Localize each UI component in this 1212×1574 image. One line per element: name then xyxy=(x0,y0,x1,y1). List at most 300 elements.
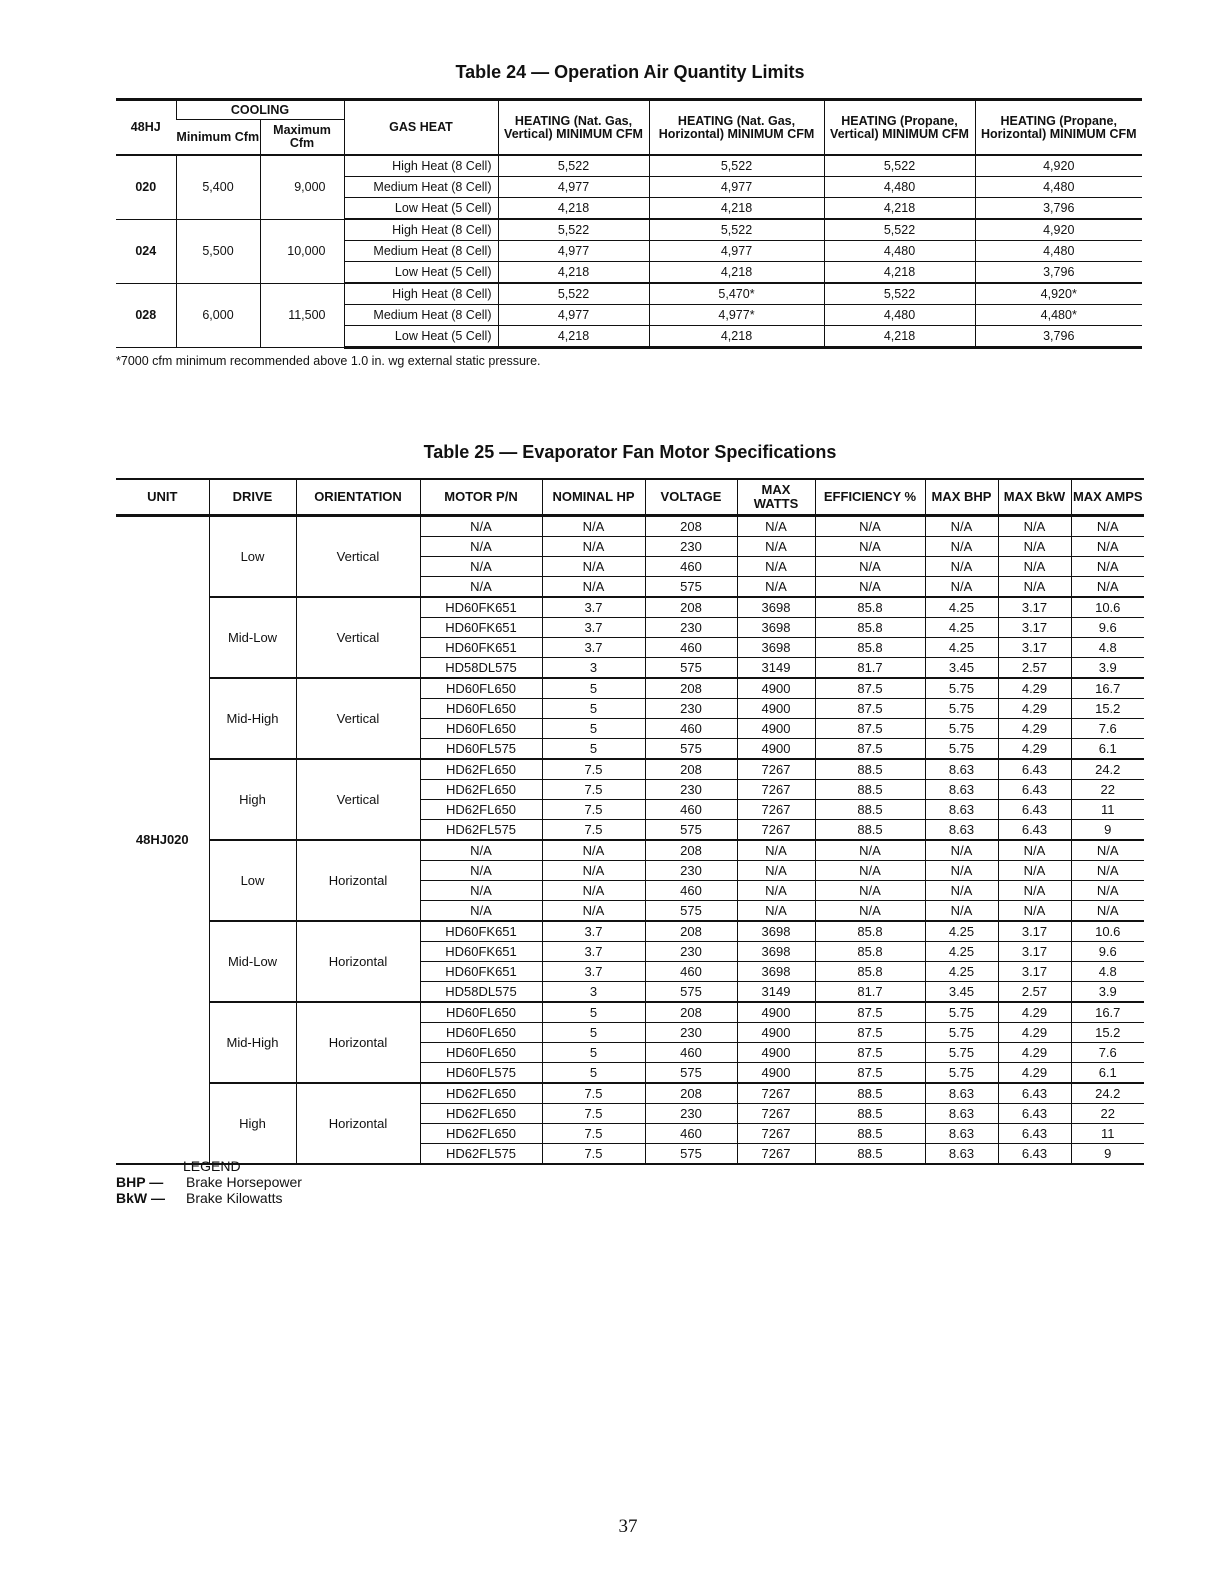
spec-cell: 4.29 xyxy=(998,699,1071,719)
spec-cell: 4900 xyxy=(737,699,815,719)
cooling-min-cell: 5,400 xyxy=(176,155,260,219)
spec-cell: N/A xyxy=(1071,861,1144,881)
spec-cell: HD62FL650 xyxy=(420,800,542,820)
spec-cell: 88.5 xyxy=(815,1144,925,1165)
spec-cell: 3.9 xyxy=(1071,982,1144,1003)
drive-cell: Mid-Low xyxy=(209,597,296,678)
spec-cell: 85.8 xyxy=(815,942,925,962)
drive-cell: Low xyxy=(209,840,296,921)
unit-cell: 028 xyxy=(116,283,176,348)
spec-cell: 5 xyxy=(542,699,645,719)
spec-cell: 3.7 xyxy=(542,962,645,982)
spec-cell: 575 xyxy=(645,901,737,922)
spec-cell: 8.63 xyxy=(925,800,998,820)
heating-cfm-cell: 4,218 xyxy=(498,198,649,220)
heating-cfm-cell: 5,522 xyxy=(498,283,649,305)
heating-cfm-cell: 3,796 xyxy=(975,326,1142,348)
heating-cfm-cell: 4,218 xyxy=(649,326,824,348)
cooling-min-header: Minimum Cfm xyxy=(176,120,260,156)
column-header: MAX BkW xyxy=(998,479,1071,516)
spec-cell: N/A xyxy=(815,516,925,537)
column-header: MOTOR P/N xyxy=(420,479,542,516)
gas-heat-cell: Low Heat (5 Cell) xyxy=(344,198,498,220)
spec-cell: 4900 xyxy=(737,719,815,739)
spec-cell: 5.75 xyxy=(925,699,998,719)
evaporator-fan-motor-table xyxy=(116,478,1144,1165)
spec-cell: 15.2 xyxy=(1071,699,1144,719)
table-row xyxy=(116,759,1144,780)
table-row xyxy=(116,921,1144,942)
spec-cell: N/A xyxy=(542,881,645,901)
spec-cell: 87.5 xyxy=(815,1002,925,1023)
spec-cell: N/A xyxy=(925,516,998,537)
spec-cell: 87.5 xyxy=(815,1043,925,1063)
spec-cell: 9.6 xyxy=(1071,618,1144,638)
cooling-max-header: Maximum Cfm xyxy=(260,120,344,156)
heating-cfm-cell: 5,522 xyxy=(498,219,649,241)
spec-cell: 3698 xyxy=(737,962,815,982)
heating-natgas-horizontal-header: HEATING (Nat. Gas, Horizontal) MINIMUM CFM xyxy=(649,100,824,156)
heating-cfm-cell: 4,920 xyxy=(975,155,1142,177)
spec-cell: 8.63 xyxy=(925,1124,998,1144)
legend-text: Brake Kilowatts xyxy=(186,1190,283,1206)
heating-cfm-cell: 4,218 xyxy=(498,326,649,348)
spec-cell: N/A xyxy=(420,901,542,922)
spec-cell: 4.29 xyxy=(998,1063,1071,1084)
spec-cell: N/A xyxy=(420,537,542,557)
spec-cell: 7267 xyxy=(737,1083,815,1104)
spec-cell: 3149 xyxy=(737,658,815,679)
spec-cell: 208 xyxy=(645,516,737,537)
spec-cell: 575 xyxy=(645,982,737,1003)
drive-cell: Mid-High xyxy=(209,678,296,759)
spec-cell: 208 xyxy=(645,597,737,618)
spec-cell: 6.43 xyxy=(998,759,1071,780)
spec-cell: N/A xyxy=(815,861,925,881)
spec-cell: 460 xyxy=(645,638,737,658)
spec-cell: 3.7 xyxy=(542,921,645,942)
legend xyxy=(116,1158,302,1206)
spec-cell: 460 xyxy=(645,962,737,982)
spec-cell: 575 xyxy=(645,820,737,841)
spec-cell: 7.5 xyxy=(542,1144,645,1165)
orientation-cell: Vertical xyxy=(296,516,420,598)
table-row xyxy=(116,597,1144,618)
spec-cell: 575 xyxy=(645,1144,737,1165)
spec-cell: 4.29 xyxy=(998,1002,1071,1023)
spec-cell: 230 xyxy=(645,618,737,638)
legend-item xyxy=(116,1174,302,1190)
spec-cell: 4900 xyxy=(737,1043,815,1063)
spec-cell: 3.7 xyxy=(542,638,645,658)
spec-cell: HD62FL650 xyxy=(420,1083,542,1104)
spec-cell: 4.29 xyxy=(998,1023,1071,1043)
heating-natgas-vertical-header: HEATING (Nat. Gas, Vertical) MINIMUM CFM xyxy=(498,100,649,156)
spec-cell: 460 xyxy=(645,1043,737,1063)
spec-cell: 3.45 xyxy=(925,658,998,679)
spec-cell: 5 xyxy=(542,1043,645,1063)
spec-cell: N/A xyxy=(542,861,645,881)
spec-cell: 4900 xyxy=(737,1063,815,1084)
gas-heat-cell: Low Heat (5 Cell) xyxy=(344,262,498,284)
spec-cell: 3.17 xyxy=(998,942,1071,962)
unit-header: 48HJ xyxy=(116,100,176,156)
spec-cell: N/A xyxy=(998,577,1071,598)
spec-cell: 5 xyxy=(542,1063,645,1084)
cooling-min-cell: 6,000 xyxy=(176,283,260,348)
spec-cell: 87.5 xyxy=(815,678,925,699)
spec-cell: 7.5 xyxy=(542,800,645,820)
spec-cell: N/A xyxy=(542,840,645,861)
column-header: EFFICIENCY % xyxy=(815,479,925,516)
spec-cell: 85.8 xyxy=(815,618,925,638)
spec-cell: 4.29 xyxy=(998,739,1071,760)
spec-cell: 3.7 xyxy=(542,618,645,638)
spec-cell: 3698 xyxy=(737,942,815,962)
gas-heat-cell: Low Heat (5 Cell) xyxy=(344,326,498,348)
table-row xyxy=(116,1083,1144,1104)
cooling-header: COOLING xyxy=(176,100,344,120)
spec-cell: 4.8 xyxy=(1071,962,1144,982)
spec-cell: 230 xyxy=(645,942,737,962)
spec-cell: N/A xyxy=(737,516,815,537)
spec-cell: 22 xyxy=(1071,780,1144,800)
legend-abbr: BkW — xyxy=(116,1190,166,1206)
table24-footnote: *7000 cfm minimum recommended above 1.0 in. wg external static pressure. xyxy=(116,354,541,368)
drive-cell: Mid-High xyxy=(209,1002,296,1083)
spec-cell: N/A xyxy=(925,881,998,901)
spec-cell: 3 xyxy=(542,982,645,1003)
spec-cell: N/A xyxy=(420,881,542,901)
spec-cell: 6.1 xyxy=(1071,739,1144,760)
spec-cell: N/A xyxy=(998,516,1071,537)
spec-cell: 5.75 xyxy=(925,719,998,739)
column-header: NOMINAL HP xyxy=(542,479,645,516)
spec-cell: HD60FK651 xyxy=(420,638,542,658)
spec-cell: 4900 xyxy=(737,1002,815,1023)
spec-cell: 88.5 xyxy=(815,780,925,800)
gas-heat-cell: High Heat (8 Cell) xyxy=(344,219,498,241)
table-row xyxy=(116,219,1142,241)
gas-heat-cell: Medium Heat (8 Cell) xyxy=(344,177,498,198)
spec-cell: 22 xyxy=(1071,1104,1144,1124)
spec-cell: 24.2 xyxy=(1071,759,1144,780)
heating-cfm-cell: 4,480 xyxy=(975,241,1142,262)
heating-cfm-cell: 4,218 xyxy=(649,262,824,284)
column-header: UNIT xyxy=(116,479,209,516)
column-header: VOLTAGE xyxy=(645,479,737,516)
table-row xyxy=(116,283,1142,305)
heating-cfm-cell: 4,920* xyxy=(975,283,1142,305)
spec-cell: 230 xyxy=(645,699,737,719)
spec-cell: 81.7 xyxy=(815,658,925,679)
spec-cell: N/A xyxy=(1071,901,1144,922)
spec-cell: 3.7 xyxy=(542,942,645,962)
unit-cell: 024 xyxy=(116,219,176,283)
spec-cell: 208 xyxy=(645,678,737,699)
cooling-max-cell: 11,500 xyxy=(260,283,344,348)
spec-cell: 3698 xyxy=(737,597,815,618)
spec-cell: HD60FL575 xyxy=(420,1063,542,1084)
heating-cfm-cell: 5,522 xyxy=(824,283,975,305)
spec-cell: 7267 xyxy=(737,1124,815,1144)
spec-cell: 4.25 xyxy=(925,597,998,618)
spec-cell: N/A xyxy=(542,577,645,598)
spec-cell: 3.17 xyxy=(998,638,1071,658)
spec-cell: 88.5 xyxy=(815,1083,925,1104)
gas-heat-cell: Medium Heat (8 Cell) xyxy=(344,305,498,326)
spec-cell: N/A xyxy=(815,901,925,922)
spec-cell: 8.63 xyxy=(925,780,998,800)
spec-cell: 81.7 xyxy=(815,982,925,1003)
spec-cell: HD62FL650 xyxy=(420,1104,542,1124)
spec-cell: 4.25 xyxy=(925,962,998,982)
spec-cell: 9 xyxy=(1071,1144,1144,1165)
spec-cell: HD60FL650 xyxy=(420,699,542,719)
spec-cell: 230 xyxy=(645,780,737,800)
spec-cell: 7267 xyxy=(737,800,815,820)
drive-cell: Low xyxy=(209,516,296,598)
spec-cell: 208 xyxy=(645,921,737,942)
spec-cell: 8.63 xyxy=(925,1104,998,1124)
spec-cell: N/A xyxy=(420,516,542,537)
spec-cell: 15.2 xyxy=(1071,1023,1144,1043)
heating-cfm-cell: 4,218 xyxy=(649,198,824,220)
spec-cell: 7.5 xyxy=(542,780,645,800)
spec-cell: 3698 xyxy=(737,921,815,942)
table-row xyxy=(116,516,1144,537)
spec-cell: 208 xyxy=(645,1002,737,1023)
spec-cell: N/A xyxy=(737,557,815,577)
spec-cell: 6.43 xyxy=(998,1144,1071,1165)
spec-cell: HD60FL650 xyxy=(420,719,542,739)
heating-cfm-cell: 5,522 xyxy=(649,155,824,177)
heating-cfm-cell: 4,977 xyxy=(649,177,824,198)
spec-cell: HD60FL650 xyxy=(420,1002,542,1023)
column-header: MAX AMPS xyxy=(1071,479,1144,516)
heating-cfm-cell: 5,470* xyxy=(649,283,824,305)
spec-cell: 7.5 xyxy=(542,820,645,841)
spec-cell: 88.5 xyxy=(815,820,925,841)
spec-cell: N/A xyxy=(737,861,815,881)
spec-cell: 4900 xyxy=(737,739,815,760)
spec-cell: HD60FL650 xyxy=(420,678,542,699)
spec-cell: HD60FL650 xyxy=(420,1043,542,1063)
spec-cell: N/A xyxy=(925,840,998,861)
spec-cell: 4.29 xyxy=(998,719,1071,739)
unit-cell: 48HJ020 xyxy=(116,516,209,1165)
air-quantity-limits-table xyxy=(116,98,1142,349)
spec-cell: 5 xyxy=(542,678,645,699)
spec-cell: N/A xyxy=(1071,516,1144,537)
heating-cfm-cell: 4,977 xyxy=(649,241,824,262)
spec-cell: 3.45 xyxy=(925,982,998,1003)
spec-cell: 7267 xyxy=(737,820,815,841)
spec-cell: HD58DL575 xyxy=(420,658,542,679)
spec-cell: N/A xyxy=(815,840,925,861)
spec-cell: HD58DL575 xyxy=(420,982,542,1003)
spec-cell: 10.6 xyxy=(1071,921,1144,942)
spec-cell: 7.5 xyxy=(542,1104,645,1124)
spec-cell: 460 xyxy=(645,800,737,820)
spec-cell: N/A xyxy=(542,557,645,577)
orientation-cell: Horizontal xyxy=(296,921,420,1002)
orientation-cell: Vertical xyxy=(296,678,420,759)
spec-cell: 460 xyxy=(645,719,737,739)
spec-cell: 88.5 xyxy=(815,1124,925,1144)
spec-cell: 3.17 xyxy=(998,597,1071,618)
table-row xyxy=(116,840,1144,861)
spec-cell: 4.25 xyxy=(925,638,998,658)
legend-text: Brake Horsepower xyxy=(186,1174,302,1190)
heating-cfm-cell: 4,977 xyxy=(498,241,649,262)
table24-title: Table 24 — Operation Air Quantity Limits xyxy=(455,62,805,82)
spec-cell: N/A xyxy=(737,537,815,557)
spec-cell: 460 xyxy=(645,557,737,577)
spec-cell: 7267 xyxy=(737,759,815,780)
spec-cell: 5 xyxy=(542,1023,645,1043)
spec-cell: 7.6 xyxy=(1071,1043,1144,1063)
spec-cell: 7267 xyxy=(737,780,815,800)
spec-cell: 87.5 xyxy=(815,699,925,719)
orientation-cell: Vertical xyxy=(296,759,420,840)
spec-cell: N/A xyxy=(925,577,998,598)
spec-cell: 87.5 xyxy=(815,1023,925,1043)
spec-cell: N/A xyxy=(737,881,815,901)
spec-cell: 87.5 xyxy=(815,1063,925,1084)
spec-cell: 87.5 xyxy=(815,719,925,739)
spec-cell: N/A xyxy=(1071,577,1144,598)
spec-cell: 460 xyxy=(645,1124,737,1144)
spec-cell: 4.8 xyxy=(1071,638,1144,658)
heating-cfm-cell: 4,480 xyxy=(975,177,1142,198)
spec-cell: 5.75 xyxy=(925,1063,998,1084)
spec-cell: 4.29 xyxy=(998,1043,1071,1063)
spec-cell: N/A xyxy=(420,861,542,881)
legend-item xyxy=(116,1190,302,1206)
spec-cell: 4.25 xyxy=(925,921,998,942)
spec-cell: 88.5 xyxy=(815,800,925,820)
spec-cell: 208 xyxy=(645,840,737,861)
spec-cell: 24.2 xyxy=(1071,1083,1144,1104)
gas-heat-cell: Medium Heat (8 Cell) xyxy=(344,241,498,262)
column-header: ORIENTATION xyxy=(296,479,420,516)
spec-cell: 11 xyxy=(1071,1124,1144,1144)
spec-cell: 2.57 xyxy=(998,982,1071,1003)
spec-cell: 8.63 xyxy=(925,1083,998,1104)
spec-cell: 88.5 xyxy=(815,759,925,780)
heating-cfm-cell: 4,920 xyxy=(975,219,1142,241)
spec-cell: HD60FK651 xyxy=(420,597,542,618)
spec-cell: N/A xyxy=(1071,537,1144,557)
spec-cell: 6.43 xyxy=(998,820,1071,841)
spec-cell: N/A xyxy=(998,840,1071,861)
gas-heat-header: GAS HEAT xyxy=(344,100,498,156)
heating-cfm-cell: 3,796 xyxy=(975,198,1142,220)
spec-cell: 7267 xyxy=(737,1144,815,1165)
spec-cell: 575 xyxy=(645,577,737,598)
heating-cfm-cell: 4,218 xyxy=(824,198,975,220)
spec-cell: HD60FK651 xyxy=(420,942,542,962)
spec-cell: 6.43 xyxy=(998,1104,1071,1124)
spec-cell: 4900 xyxy=(737,678,815,699)
heating-cfm-cell: 5,522 xyxy=(824,219,975,241)
spec-cell: 5.75 xyxy=(925,1043,998,1063)
spec-cell: HD60FK651 xyxy=(420,921,542,942)
spec-cell: 4.25 xyxy=(925,618,998,638)
spec-cell: 85.8 xyxy=(815,638,925,658)
spec-cell: N/A xyxy=(925,537,998,557)
spec-cell: N/A xyxy=(1071,840,1144,861)
spec-cell: HD62FL650 xyxy=(420,1124,542,1144)
spec-cell: HD60FK651 xyxy=(420,618,542,638)
spec-cell: 88.5 xyxy=(815,1104,925,1124)
table25-title: Table 25 — Evaporator Fan Motor Specifications xyxy=(423,442,837,462)
spec-cell: 230 xyxy=(645,1023,737,1043)
spec-cell: N/A xyxy=(1071,881,1144,901)
heating-cfm-cell: 4,977 xyxy=(498,177,649,198)
spec-cell: 6.43 xyxy=(998,780,1071,800)
spec-cell: 10.6 xyxy=(1071,597,1144,618)
spec-cell: N/A xyxy=(737,901,815,922)
spec-cell: 2.57 xyxy=(998,658,1071,679)
spec-cell: 85.8 xyxy=(815,962,925,982)
spec-cell: 8.63 xyxy=(925,1144,998,1165)
spec-cell: 5.75 xyxy=(925,1002,998,1023)
spec-cell: N/A xyxy=(815,881,925,901)
spec-cell: 3149 xyxy=(737,982,815,1003)
spec-cell: 5.75 xyxy=(925,739,998,760)
spec-cell: N/A xyxy=(420,577,542,598)
column-header: MAX BHP xyxy=(925,479,998,516)
heating-cfm-cell: 4,218 xyxy=(824,326,975,348)
heating-propane-vertical-header: HEATING (Propane, Vertical) MINIMUM CFM xyxy=(824,100,975,156)
spec-cell: 575 xyxy=(645,1063,737,1084)
spec-cell: HD60FL650 xyxy=(420,1023,542,1043)
spec-cell: 230 xyxy=(645,1104,737,1124)
spec-cell: 3698 xyxy=(737,638,815,658)
spec-cell: 208 xyxy=(645,759,737,780)
spec-cell: 11 xyxy=(1071,800,1144,820)
drive-cell: Mid-Low xyxy=(209,921,296,1002)
spec-cell: 85.8 xyxy=(815,921,925,942)
spec-cell: N/A xyxy=(420,840,542,861)
heating-cfm-cell: 3,796 xyxy=(975,262,1142,284)
spec-cell: 5.75 xyxy=(925,678,998,699)
spec-cell: 3.17 xyxy=(998,921,1071,942)
heating-propane-horizontal-header: HEATING (Propane, Horizontal) MINIMUM CFM xyxy=(975,100,1142,156)
spec-cell: 460 xyxy=(645,881,737,901)
spec-cell: 6.43 xyxy=(998,1124,1071,1144)
spec-cell: 7.5 xyxy=(542,759,645,780)
drive-cell: High xyxy=(209,1083,296,1164)
spec-cell: HD62FL575 xyxy=(420,820,542,841)
spec-cell: 87.5 xyxy=(815,739,925,760)
spec-cell: 230 xyxy=(645,537,737,557)
spec-cell: 85.8 xyxy=(815,597,925,618)
spec-cell: N/A xyxy=(998,557,1071,577)
spec-cell: N/A xyxy=(420,557,542,577)
heating-cfm-cell: 4,218 xyxy=(824,262,975,284)
spec-cell: 3 xyxy=(542,658,645,679)
spec-cell: HD62FL650 xyxy=(420,759,542,780)
table-row xyxy=(116,155,1142,177)
spec-cell: 7267 xyxy=(737,1104,815,1124)
cooling-min-cell: 5,500 xyxy=(176,219,260,283)
spec-cell: 6.43 xyxy=(998,800,1071,820)
spec-cell: N/A xyxy=(998,881,1071,901)
spec-cell: 208 xyxy=(645,1083,737,1104)
